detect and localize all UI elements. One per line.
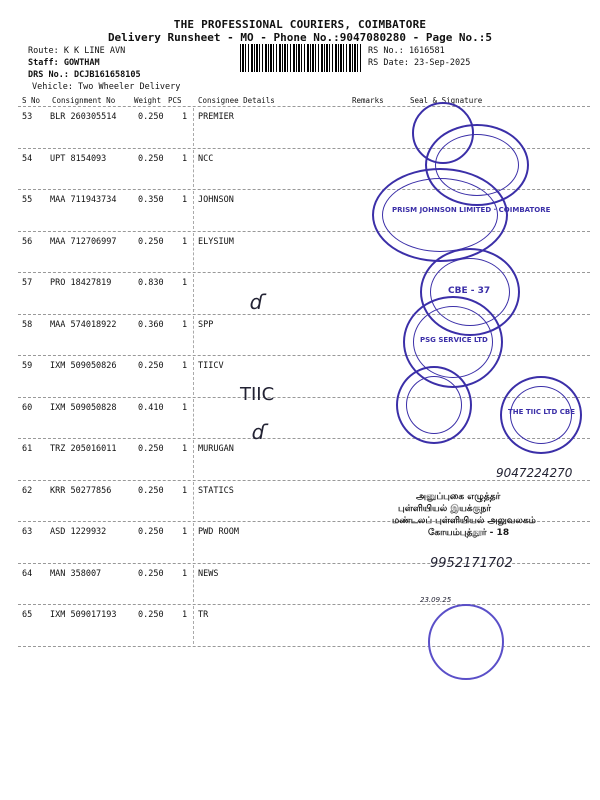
row-sno: 56	[22, 236, 33, 247]
row-weight: 0.250	[138, 444, 164, 454]
row-weight: 0.250	[138, 153, 164, 164]
row-weight: 0.830	[138, 278, 164, 288]
row-divider	[18, 231, 590, 232]
handwritten-date: 23.09.25	[420, 596, 452, 604]
row-divider	[18, 604, 590, 605]
row-consignee: ELYSIUM	[198, 236, 234, 247]
runsheet-title: THE PROFESSIONAL COURIERS, COIMBATORE	[173, 18, 427, 31]
row-sno: 53	[22, 112, 33, 122]
row-consignee: SPP	[198, 319, 214, 330]
row-weight: 0.250	[138, 485, 164, 496]
row-separator	[193, 440, 194, 478]
row-separator	[193, 150, 194, 188]
row-weight: 0.410	[138, 402, 164, 413]
row-divider	[18, 355, 590, 356]
stamp-round-small	[396, 366, 472, 444]
col-consignment: Consignment No	[52, 96, 116, 105]
row-sno: 58	[22, 319, 33, 330]
handwritten-tiic: TIIC	[240, 384, 275, 405]
row-separator	[193, 233, 194, 271]
drs-number: DRS No.: DCJB161658105	[28, 70, 141, 80]
row-consignee: STATICS	[198, 485, 234, 496]
row-consignment: MAA 712706997	[50, 236, 117, 247]
stamp-psg-text: PSG SERVICE LTD	[420, 336, 488, 344]
row-sno: 55	[22, 195, 33, 205]
stamp-cbe37-text: CBE - 37	[448, 286, 491, 296]
row-weight: 0.350	[138, 195, 164, 205]
row-separator	[193, 357, 194, 395]
row-weight: 0.250	[138, 112, 164, 122]
row-consignee: JOHNSON	[198, 195, 234, 205]
tamil-stamp-line-1: அனுப்புகை எழுத்தர்	[416, 492, 501, 502]
row-separator	[193, 191, 194, 229]
row-consignment: IXM 509017193	[50, 610, 117, 620]
row-weight: 0.250	[138, 610, 164, 620]
runsheet-subtitle: Delivery Runsheet - MO - Phone No.:9047080280 - Page No.:5	[107, 31, 493, 44]
row-weight: 0.250	[138, 568, 164, 579]
row-separator	[193, 565, 194, 603]
row-separator	[193, 482, 194, 520]
col-pcs: PCS	[168, 96, 182, 105]
row-consignment: ASD 1229932	[50, 527, 107, 537]
rs-number: RS No.: 1616581	[368, 46, 445, 56]
row-pcs: 1	[182, 319, 188, 330]
col-weight: Weight	[134, 96, 162, 105]
row-divider	[18, 438, 590, 439]
stamp-prism-johnson	[372, 168, 508, 262]
row-pcs: 1	[182, 236, 188, 247]
tamil-stamp-line-2: புள்ளியியல் இயக்குநர்	[398, 504, 491, 514]
row-sno: 64	[22, 568, 33, 579]
staff-label: Staff: GOWTHAM	[28, 58, 100, 68]
stamp-tiic-text: THE TIIC LTD CBE	[508, 408, 575, 416]
row-pcs: 1	[182, 361, 188, 371]
col-remarks: Remarks	[352, 96, 384, 105]
header-divider	[18, 106, 590, 107]
row-divider	[18, 646, 590, 647]
row-pcs: 1	[182, 527, 188, 537]
row-consignee: PWD ROOM	[198, 527, 239, 537]
col-consignee: Consignee Details	[198, 96, 275, 105]
row-pcs: 1	[182, 153, 188, 164]
row-pcs: 1	[182, 444, 188, 454]
row-sno: 65	[22, 610, 33, 620]
row-pcs: 1	[182, 278, 188, 288]
row-consignment: MAA 711943734	[50, 195, 117, 205]
stamp-tr	[428, 604, 504, 680]
vehicle-label: Vehicle: Two Wheeler Delivery	[32, 82, 181, 92]
row-sno: 59	[22, 361, 33, 371]
row-pcs: 1	[182, 610, 188, 620]
row-weight: 0.250	[138, 527, 164, 537]
tamil-stamp-line-4: கோயம்புத்தூர் - 18	[428, 528, 510, 538]
col-seal: Seal & Signature	[410, 96, 483, 105]
row-consignment: UPT 8154093	[50, 153, 107, 164]
row-sno: 62	[22, 485, 33, 496]
row-separator	[193, 108, 194, 146]
row-sno: 54	[22, 153, 33, 164]
row-weight: 0.250	[138, 361, 164, 371]
row-consignment: PRO 18427819	[50, 278, 112, 288]
row-pcs: 1	[182, 402, 188, 413]
handwritten-phone-2: 9952171702	[430, 556, 513, 571]
row-pcs: 1	[182, 112, 188, 122]
row-consignment: BLR 260305514	[50, 112, 117, 122]
row-pcs: 1	[182, 485, 188, 496]
row-sno: 63	[22, 527, 33, 537]
row-separator	[193, 274, 194, 312]
row-separator	[193, 316, 194, 354]
col-sno: S No	[22, 96, 41, 105]
row-separator	[193, 399, 194, 437]
row-consignment: MAA 574018922	[50, 319, 117, 330]
row-sno: 61	[22, 444, 33, 454]
row-pcs: 1	[182, 195, 188, 205]
stamp-prism-text: PRISM JOHNSON LIMITED · COIMBATORE	[392, 206, 551, 214]
tamil-stamp-line-3: மண்டலப் புள்ளியியல் அலுவலகம்	[392, 516, 536, 526]
handwritten-phone-1: 9047224270	[496, 466, 573, 480]
row-sno: 60	[22, 402, 33, 413]
row-consignee: MURUGAN	[198, 444, 234, 454]
row-weight: 0.250	[138, 236, 164, 247]
row-consignment: MAN 358007	[50, 568, 102, 579]
row-consignee: TR	[198, 610, 209, 620]
row-separator	[193, 606, 194, 644]
row-consignee: NEWS	[198, 568, 219, 579]
row-consignment: KRR 50277856	[50, 485, 112, 496]
row-separator	[193, 523, 194, 561]
row-consignee: PREMIER	[198, 112, 234, 122]
row-consignment: TRZ 205016011	[50, 444, 117, 454]
row-consignment: IXM 509050826	[50, 361, 117, 371]
row-pcs: 1	[182, 568, 188, 579]
row-consignment: IXM 509050828	[50, 402, 117, 413]
row-sno: 57	[22, 278, 33, 288]
row-weight: 0.360	[138, 319, 164, 330]
signature-spp: ɗ	[250, 290, 265, 314]
signature-murugan: ɗ	[252, 420, 267, 444]
row-consignee: NCC	[198, 153, 214, 164]
rs-date: RS Date: 23-Sep-2025	[368, 58, 471, 68]
row-consignee: TIICV	[198, 361, 224, 371]
route-label: Route: K K LINE AVN	[28, 46, 126, 56]
barcode	[240, 44, 362, 72]
